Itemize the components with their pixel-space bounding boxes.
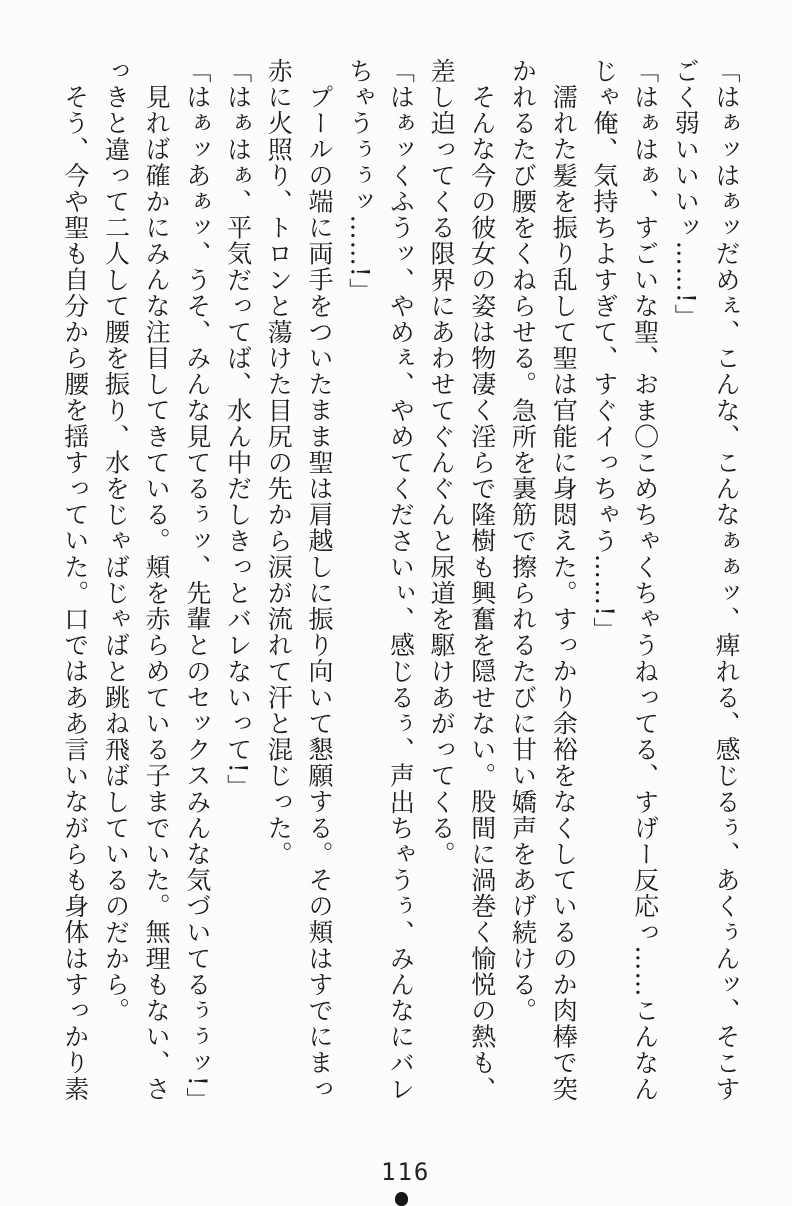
- text-line: 「はぁッくふうッ、やめぇ、やめてくださいぃ、感じるぅ、声出ちゃうぅ、みんなにバレ: [386, 58, 416, 1102]
- text-line: 差し迫ってくる限界にあわせてぐんぐんと尿道を駆けあがってくる。: [427, 58, 457, 868]
- text-line: じゃ俺、気持ちよすぎて、すぐイっちゃう……!」: [589, 58, 619, 644]
- text-line: そんな今の彼女の姿は物凄く淫らで隆樹も興奮を隠せない。股間に渦巻く愉悦の熱も、: [467, 84, 497, 1102]
- text-line: 「はぁはぁ、すごいな聖、おま〇こめちゃくちゃうねってる、すげー反応っ……こんなん: [630, 58, 660, 1102]
- partial-glyph-bottom-edge: [395, 1192, 408, 1206]
- text-line: 「はぁッあぁッ、うそ、みんな見てるぅッ、先輩とのセックスみんな気づいてるぅぅッ!」: [182, 58, 212, 1114]
- text-line: 濡れた髪を振り乱して聖は官能に身悶えた。すっかり余裕をなくしているのか肉棒で突: [549, 84, 579, 1102]
- text-line: ごく弱いいいッ……!」: [671, 58, 701, 331]
- text-line: ちゃうぅぅッ……!」: [345, 58, 375, 305]
- text-line: そう、今や聖も自分から腰を揺すっていた。口ではああ言いながらも身体はすっかり素: [60, 84, 90, 1102]
- text-line: 「はぁッはぁッだめぇ、こんな、こんなぁぁッ、痺れる、感じるぅ、あくぅんッ、そこす: [712, 58, 741, 1102]
- text-line: 見れば確かにみんな注目してきている。頬を赤らめている子までいた。無理もない、さ: [142, 84, 172, 1102]
- text-line: かれるたび腰をくねらせる。急所を裏筋で擦られるたびに甘い嬌声をあげ続ける。: [508, 58, 538, 1024]
- page-number: 116: [381, 1158, 431, 1186]
- text-line: プールの端に両手をついたまま聖は肩越しに振り向いて懇願する。その頬はすでにまっ: [304, 84, 334, 1102]
- text-line: 「はぁはぁ、平気だってば、水ん中だしきっとバレないって!」: [223, 58, 253, 800]
- vertical-text-block: [54, 58, 746, 1114]
- text-line: 赤に火照り、トロンと蕩けた目尻の先から涙が流れて汗と混じった。: [264, 58, 294, 868]
- text-line: っきと違って二人して腰を振り、水をじゃばじゃばと跳ね飛ばしているのだから。: [101, 58, 131, 1024]
